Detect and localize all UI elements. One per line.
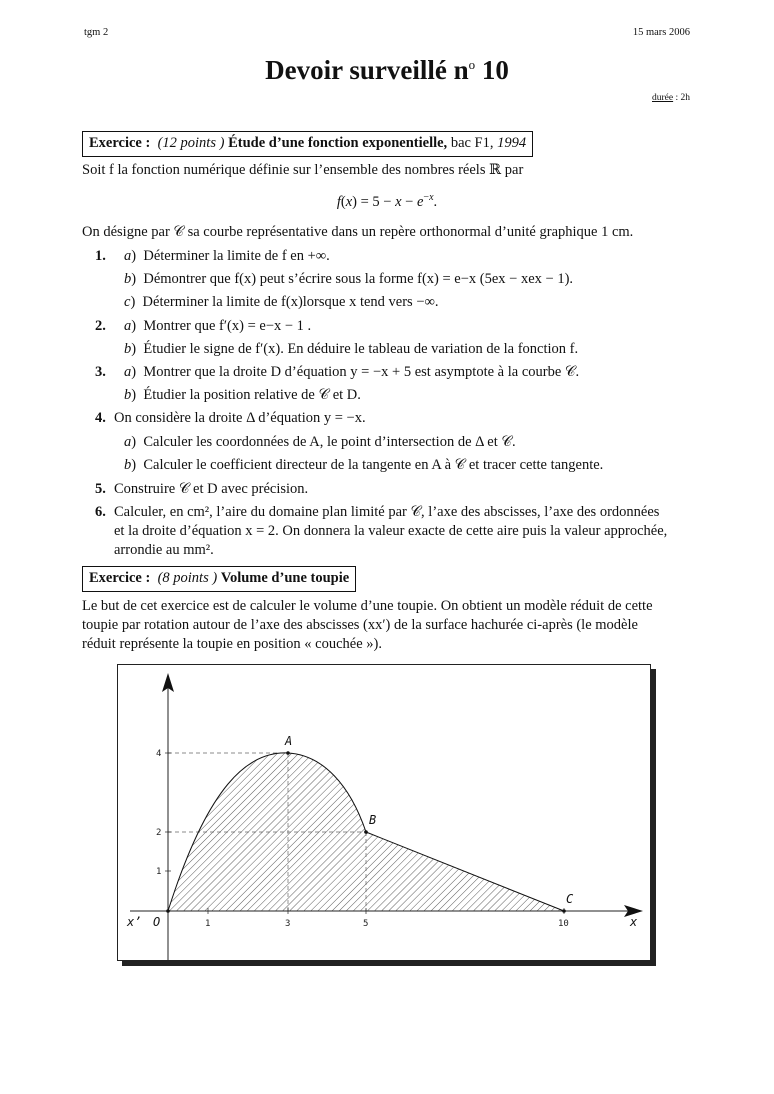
q4: On considère la droite Δ d’équation y = −x. xyxy=(114,410,366,426)
q2b: b) Étudier le signe de f′(x). En déduire le tableau de variation de la fonction f. xyxy=(124,341,579,357)
label-B: B xyxy=(369,813,377,827)
q1a: a) Déterminer la limite de f en +∞. xyxy=(124,248,330,264)
point-O-marker xyxy=(166,909,170,913)
ex1-intro: Soit f la fonction numérique définie sur l’ensemble des nombres réels ℝ par xyxy=(82,162,524,178)
label-A: A xyxy=(285,734,293,748)
q3b: b) Étudier la position relative de 𝒞 et D. xyxy=(124,387,361,403)
x-tick-label: 1 xyxy=(205,919,211,929)
q4a: a) Calculer les coordonnées de A, le point d’intersection de Δ et 𝒞. xyxy=(124,434,516,450)
q6-line2: et la droite d’équation x = 2. On donnera la valeur exacte de cette aire puis la valeur approchée, xyxy=(114,523,668,539)
y-tick-label: 2 xyxy=(156,828,162,838)
ex2-para-line2: toupie par rotation autour de l’axe des abscisses (xx′) de la surface hachurée ci-après (le modèle xyxy=(82,617,638,633)
point-B-marker xyxy=(364,830,368,834)
q1c: c) Déterminer la limite de f(x)lorsque x tend vers −∞. xyxy=(124,294,439,310)
label-O: O xyxy=(153,915,161,929)
page-title: Devoir surveillé $n^o$ 10 xyxy=(265,55,509,85)
exercise-2-heading: Exercice : (8 points ) Volume d’une toupie xyxy=(82,566,356,592)
q5-number: 5. xyxy=(95,481,106,497)
ex2-para-line1: Le but de cet exercice est de calculer le volume d’une toupie. On obtient un modèle réduit de cette xyxy=(82,598,653,614)
point-A-marker xyxy=(286,751,290,755)
toupie-graph xyxy=(118,665,650,960)
x-tick-label: 3 xyxy=(285,919,291,929)
axis-label-x: x xyxy=(630,915,638,929)
ex2-para-line3: réduit représente la toupie en position « couchée »). xyxy=(82,636,382,652)
q4-number: 4. xyxy=(95,410,106,426)
q1-number: 1. xyxy=(95,248,106,264)
q3-number: 3. xyxy=(95,364,106,380)
q5: Construire 𝒞 et D avec précision. xyxy=(114,481,309,497)
duration: durée : 2h xyxy=(652,93,690,103)
q6-line1: Calculer, en cm², l’aire du domaine plan limité par 𝒞, l’axe des abscisses, l’axe des ordonnées xyxy=(114,504,660,520)
point-C-marker xyxy=(562,909,566,913)
axis-label-x-prime: x’ xyxy=(127,915,142,929)
q6-number: 6. xyxy=(95,504,106,520)
ex1-curve-intro: On désigne par 𝒞 sa courbe représentative dans un repère orthonormal d’unité graphique 1 cm. xyxy=(82,224,634,240)
x-tick-label: 5 xyxy=(363,919,369,929)
q2a: a) Montrer que f′(x) = e−x − 1 . xyxy=(124,318,312,334)
q3a: a) Montrer que la droite D d’équation y = −x + 5 est asymptote à la courbe 𝒞. xyxy=(124,364,580,380)
label-C: C xyxy=(566,892,574,906)
q2-number: 2. xyxy=(95,318,106,334)
toupie-figure xyxy=(117,664,651,961)
exercise-1-heading: Exercice : (12 points ) Étude d’une fonction exponentielle, bac F1, 1994 xyxy=(82,131,533,157)
q6-line3: arrondie au mm². xyxy=(114,542,214,558)
q4b: b) Calculer le coefficient directeur de la tangente en A à 𝒞 et tracer cette tangente. xyxy=(124,457,604,473)
header-left: tgm 2 xyxy=(84,27,109,38)
x-tick-label: 10 xyxy=(558,919,569,929)
q1b: b) Démontrer que f(x) peut s’écrire sous la forme f(x) = e−x (5ex − xex − 1). xyxy=(124,271,574,287)
y-tick-label: 1 xyxy=(156,867,162,877)
header-date: 15 mars 2006 xyxy=(632,27,690,38)
y-tick-label: 4 xyxy=(156,749,162,759)
ex1-formula: $f(x) = 5 - x - e^{-x}$. xyxy=(336,192,438,210)
